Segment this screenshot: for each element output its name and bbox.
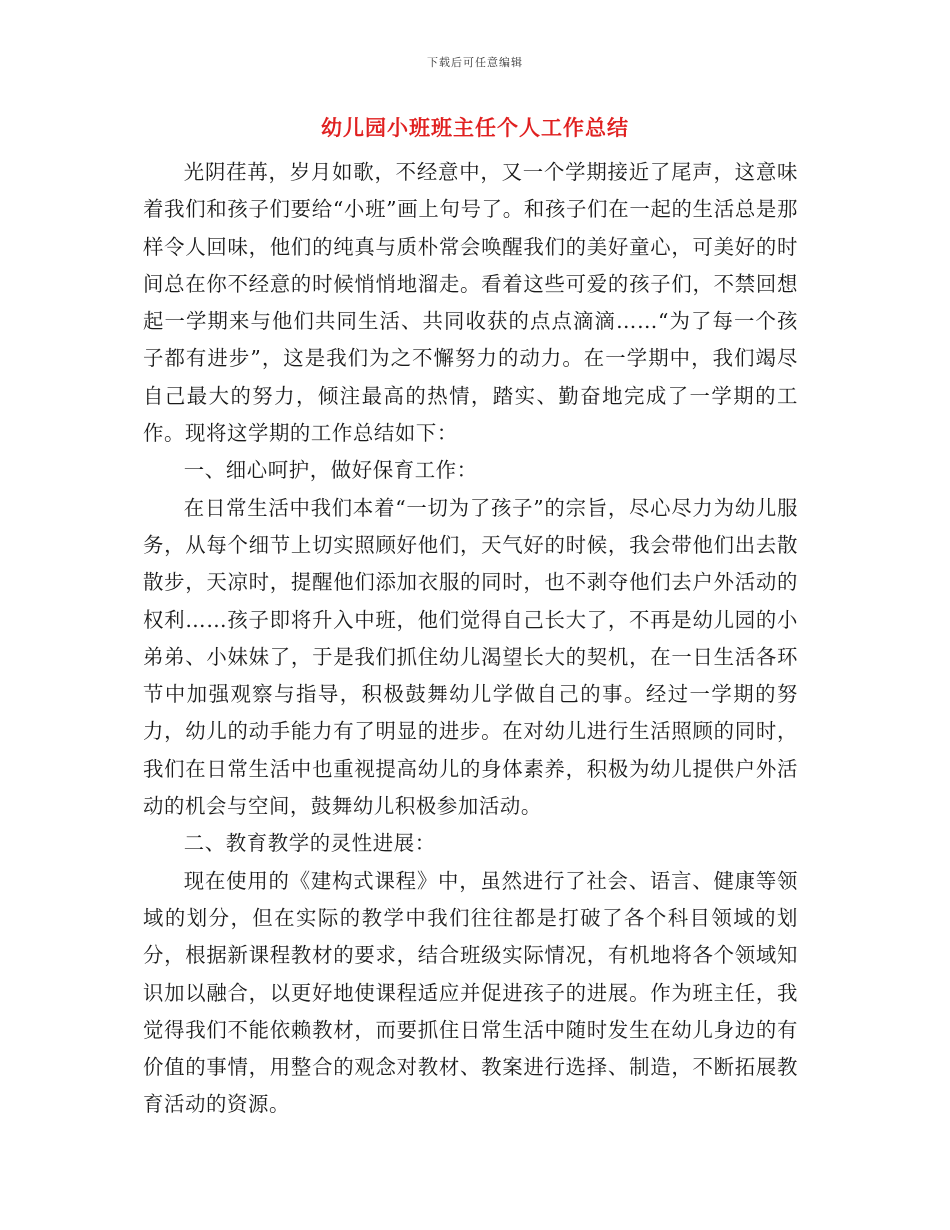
paragraph-section-1: 在日常生活中我们本着“一切为了孩子”的宗旨，尽心尽力为幼儿服务，从每个细节上切实照顾好他们，天气好的时候，我会带他们出去散散步，天凉时，提醒他们添加衣服的同时，也不剥夺他们去户外活动的权利……孩子即将升入中班，他们觉得自己长大了，不再是幼儿园的小弟弟、小妹妹了，于是我们抓住幼儿渴望长大的契机，在一日生活各环节中加强观察与指导，积极鼓舞幼儿学做自己的事。经过一学期的努力，幼儿的动手能力有了明显的进步。在对幼儿进行生活照顾的同时，我们在日常生活中也重视提高幼儿的身体素养，积极为幼儿提供户外活动的机会与空间，鼓舞幼儿积极参加活动。 <box>143 495 798 819</box>
paragraph-section-2: 现在使用的《建构式课程》中，虽然进行了社会、语言、健康等领域的划分，但在实际的教学中我们往往都是打破了各个科目领域的划分，根据新课程教材的要求，结合班级实际情况，有机地将各个领域知识加以融合，以更好地使课程适应并促进孩子的进展。作为班主任，我觉得我们不能依赖教材，而要抓住日常生活中随时发生在幼儿身边的有价值的事情，用整合的观念对教材、教案进行选择、制造，不断拓展教育活动的资源。 <box>143 868 798 1117</box>
section-heading-1: 一、细心呵护，做好保育工作： <box>183 458 478 483</box>
header-note: 下载后可任意编辑 <box>427 56 523 69</box>
document-body <box>143 154 798 1124</box>
paragraph-intro: 光阴荏苒，岁月如歌，不经意中，又一个学期接近了尾声，这意味着我们和孩子们要给“小班”画上句号了。和孩子们在一起的生活总是那样令人回味，他们的纯真与质朴常会唤醒我们的美好童心，可美好的时间总在你不经意的时候悄悄地溜走。看着这些可爱的孩子们，不禁回想起一学期来与他们共同生活、共同收获的点点滴滴……“为了每一个孩子都有进步”，这是我们为之不懈努力的动力。在一学期中，我们竭尽自己最大的努力，倾注最高的热情，踏实、勤奋地完成了一学期的工作。现将这学期的工作总结如下： <box>143 160 798 446</box>
document-title: 幼儿园小班班主任个人工作总结 <box>321 115 629 140</box>
section-heading-2: 二、教育教学的灵性进展： <box>183 831 436 856</box>
